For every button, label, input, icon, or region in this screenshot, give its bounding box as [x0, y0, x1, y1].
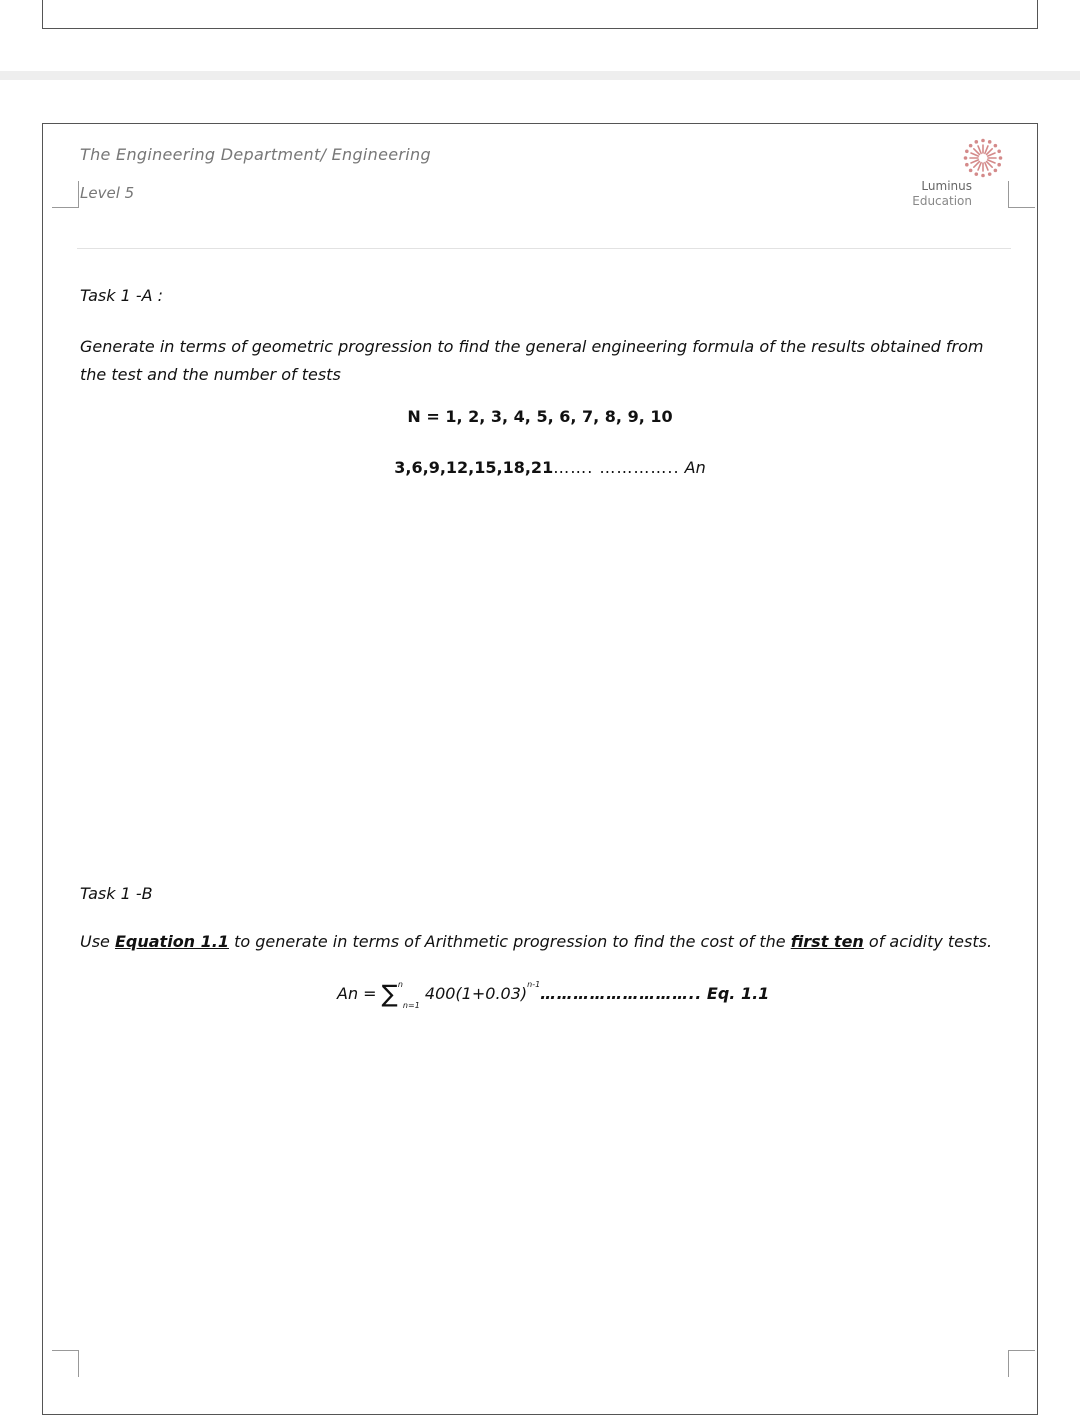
equation-body: 400(1+0.03) [424, 984, 528, 1003]
page-gap [0, 71, 1080, 80]
previous-page-edge [42, 0, 1038, 29]
task-b-title: Task 1 -B [80, 884, 153, 903]
logo-subtitle: Education [912, 194, 972, 208]
crop-mark-top-right [1008, 181, 1035, 208]
header-level: Level 5 [80, 184, 135, 202]
luminus-logo [900, 134, 990, 214]
first-ten-emphasis: first ten [790, 932, 864, 951]
logo-ray [974, 149, 980, 155]
sequence-end: An [684, 458, 706, 477]
crop-mark-bottom-right [1008, 1350, 1035, 1377]
logo-ray [988, 160, 995, 163]
logo-ray [988, 153, 995, 156]
task-b-text-post: of acidity tests. [868, 932, 993, 951]
logo-dot [981, 174, 985, 178]
header-divider [77, 248, 1011, 249]
task-b-paragraph [80, 932, 1020, 951]
logo-dot [997, 150, 1001, 154]
logo-dot [964, 156, 968, 160]
task-b-text-pre: Use [80, 932, 110, 951]
logo-dot [988, 140, 992, 144]
logo-ray [987, 149, 993, 155]
logo-ray [985, 163, 988, 170]
sigma-lower-limit: n=1 [402, 1001, 420, 1010]
equation-reference: Equation 1.1 [114, 932, 229, 951]
equation-1-1 [337, 980, 769, 1010]
logo-dot [999, 156, 1003, 160]
sigma-upper-limit: n [397, 980, 403, 989]
sequence-values: 3,6,9,12,15,18,21 [394, 458, 554, 477]
logo-dot [988, 172, 992, 176]
sequence-line [10, 458, 1080, 477]
luminus-burst-icon [959, 134, 1007, 182]
sequence-dots: ……. ………….. [553, 458, 680, 477]
equation-lhs: An = [337, 984, 377, 1003]
logo-ray [978, 146, 981, 153]
equation-dots: ……………………….. [540, 984, 702, 1003]
logo-dot [981, 139, 985, 143]
logo-ray [971, 160, 978, 163]
logo-ray [971, 153, 978, 156]
crop-mark-top-left [52, 181, 79, 208]
logo-ray [974, 162, 980, 168]
logo-dot [975, 140, 979, 144]
logo-dot [994, 144, 998, 148]
sigma-symbol: ∑ [381, 980, 398, 1008]
header-department: The Engineering Department/ Engineering [80, 145, 431, 164]
task-a-paragraph: Generate in terms of geometric progression to find the general engineering formula of the results obtained from the test and the number of tests [80, 337, 984, 384]
logo-dot [997, 163, 1001, 167]
document-page [42, 123, 1038, 1415]
logo-name: Luminus [921, 179, 972, 193]
task-a-title: Task 1 -A : [80, 286, 164, 305]
logo-ray [987, 162, 993, 168]
equation-label: Eq. 1.1 [706, 984, 770, 1003]
equation-exponent: n-1 [527, 980, 541, 989]
crop-mark-bottom-left [52, 1350, 79, 1377]
logo-dot [994, 169, 998, 173]
task-b-text-mid: to generate in terms of Arithmetic progression to find the cost of the [234, 932, 786, 951]
logo-dot [965, 163, 969, 167]
n-values-line: N = 1, 2, 3, 4, 5, 6, 7, 8, 9, 10 [407, 407, 673, 426]
logo-ray [978, 163, 981, 170]
logo-ray [985, 146, 988, 153]
logo-dot [969, 144, 973, 148]
logo-dot [975, 172, 979, 176]
logo-dot [965, 150, 969, 154]
logo-dot [969, 169, 973, 173]
